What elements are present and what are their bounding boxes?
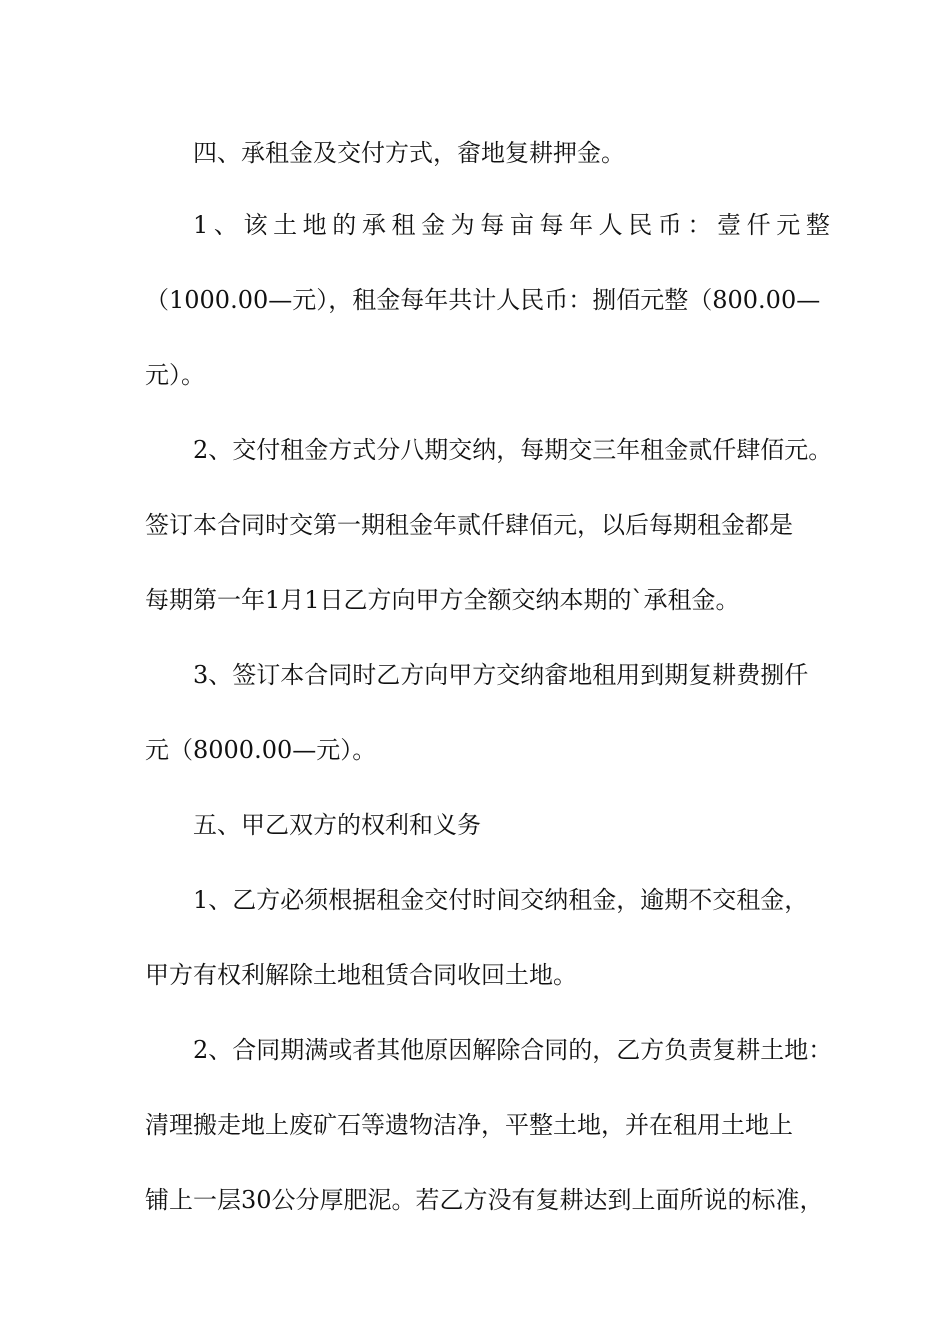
clause-5-1-line-2: 甲方有权利解除土地租赁合同收回土地。 [145,961,577,989]
clause-4-1-line-1: 1、该土地的承租金为每亩每年人民币：壹仟元整 [193,211,836,239]
section-heading-five: 五、甲乙双方的权利和义务 [193,811,481,839]
section-heading-four: 四、承租金及交付方式，畲地复耕押金。 [193,139,625,167]
clause-4-1-line-2: （1000.00—元），租金每年共计人民币：捌佰元整（800.00— [145,286,821,314]
clause-5-2-line-3: 铺上一层30公分厚肥泥。若乙方没有复耕达到上面所说的标准， [145,1186,824,1214]
clause-5-2-line-2: 清理搬走地上废矿石等遗物洁净，平整土地，并在租用土地上 [145,1111,793,1139]
clause-5-2-line-1: 2、合同期满或者其他原因解除合同的，乙方负责复耕土地： [193,1036,833,1064]
clause-5-1-line-1: 1、乙方必须根据租金交付时间交纳租金，逾期不交租金， [193,886,809,914]
clause-4-3-line-1: 3、签订本合同时乙方向甲方交纳畲地租用到期复耕费捌仟 [193,661,809,689]
clause-4-1-line-3: 元）。 [145,361,205,389]
clause-4-2-line-2: 签订本合同时交第一期租金年贰仟肆佰元，以后每期租金都是 [145,511,793,539]
clause-4-2-line-1: 2、交付租金方式分八期交纳，每期交三年租金贰仟肆佰元。 [193,436,833,464]
clause-4-2-line-3: 每期第一年1月1日乙方向甲方全额交纳本期的`承租金。 [145,586,740,614]
clause-4-3-line-2: 元（8000.00—元）。 [145,736,377,764]
